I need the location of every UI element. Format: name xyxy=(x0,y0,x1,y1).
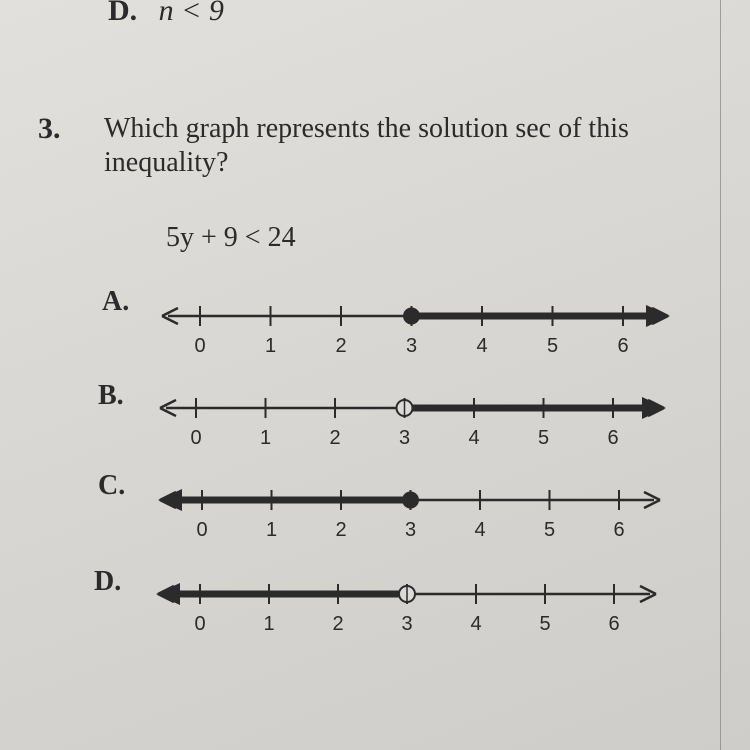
solution-arrow-icon xyxy=(646,305,670,327)
tick-label: 0 xyxy=(196,519,208,541)
tick-label: 1 xyxy=(264,335,277,357)
option-label-d[interactable]: D. xyxy=(94,566,122,597)
solution-arrow-icon xyxy=(158,489,182,511)
solution-arrow-icon xyxy=(156,583,180,605)
option-label-a[interactable]: A. xyxy=(102,286,130,317)
number-line-a[interactable] xyxy=(162,305,670,357)
question-text: Which graph represents the solution sec of this inequality? xyxy=(104,113,629,178)
tick-label: 6 xyxy=(617,335,629,357)
option-label-b[interactable]: B. xyxy=(98,380,124,411)
tick-label: 2 xyxy=(335,335,347,357)
tick-label: 2 xyxy=(332,613,344,635)
inequality-expression: 5y + 9 < 24 xyxy=(166,222,296,253)
tick-label: 1 xyxy=(265,519,278,541)
number-line-d[interactable] xyxy=(156,583,656,635)
option-label-c[interactable]: C. xyxy=(98,470,126,501)
tick-label: 1 xyxy=(263,613,275,635)
closed-dot-icon xyxy=(402,492,419,509)
tick-label: 3 xyxy=(401,613,413,635)
tick-label: 3 xyxy=(405,335,418,357)
tick-label: 3 xyxy=(398,427,411,449)
tick-label: 0 xyxy=(194,335,206,357)
tick-label: 0 xyxy=(194,613,206,635)
tick-label: 5 xyxy=(539,613,551,635)
tick-label: 0 xyxy=(190,427,202,449)
number-line-c[interactable] xyxy=(158,489,660,541)
tick-label: 2 xyxy=(335,519,347,541)
tick-label: 2 xyxy=(329,427,341,449)
tick-label: 4 xyxy=(474,519,486,541)
tick-label: 1 xyxy=(259,427,272,449)
solution-arrow-icon xyxy=(642,397,666,419)
tick-label: 5 xyxy=(537,427,550,449)
question-number: 3. xyxy=(38,112,61,145)
tick-label: 4 xyxy=(476,335,488,357)
tick-label: 6 xyxy=(607,427,619,449)
previous-answer-expression: n < 9 xyxy=(158,0,224,27)
tick-label: 5 xyxy=(543,519,556,541)
tick-label: 6 xyxy=(613,519,625,541)
previous-answer-letter: D. xyxy=(108,0,138,27)
tick-label: 6 xyxy=(608,613,620,635)
tick-label: 4 xyxy=(470,613,482,635)
number-line-b[interactable] xyxy=(160,397,666,449)
closed-dot-icon xyxy=(403,308,420,325)
tick-label: 3 xyxy=(404,519,417,541)
tick-label: 5 xyxy=(546,335,559,357)
tick-label: 4 xyxy=(468,427,480,449)
